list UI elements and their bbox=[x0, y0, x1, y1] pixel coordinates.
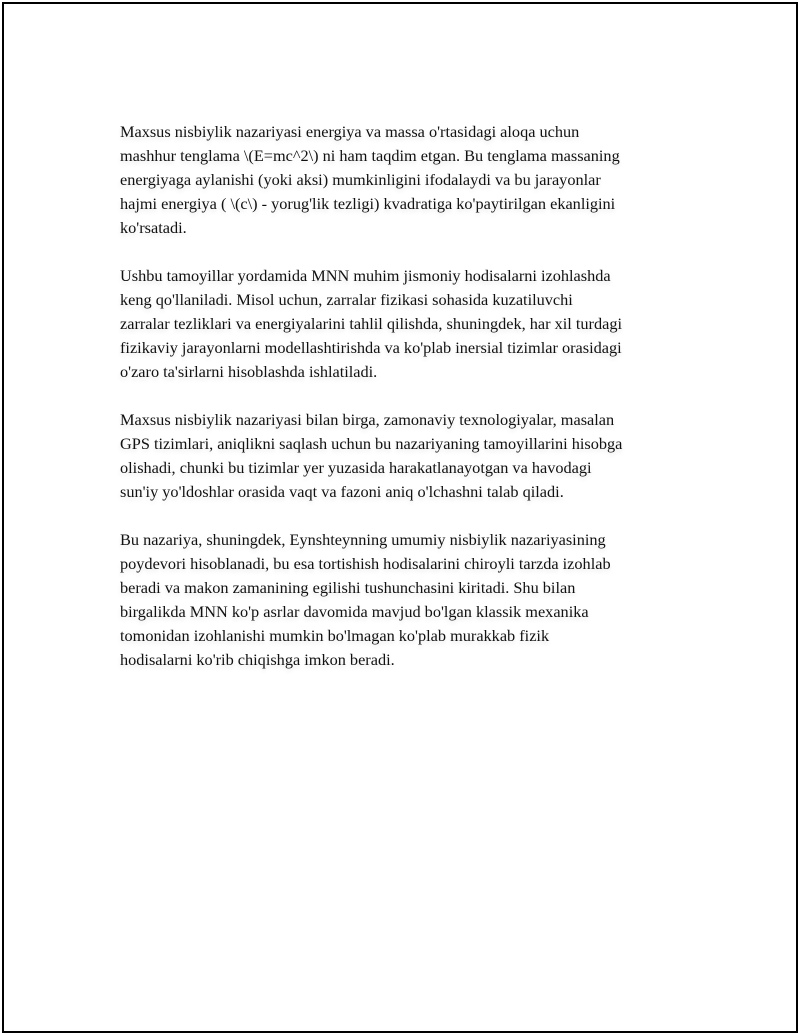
text-line: sun'iy yo'ldoshlar orasida vaqt va fazoni aniq o'lchashni talab qiladi. bbox=[120, 482, 564, 501]
text-line: keng qo'llaniladi. Misol uchun, zarralar fizikasi sohasida kuzatiluvchi bbox=[120, 290, 573, 309]
text-line: olishadi, chunki bu tizimlar yer yuzasida harakatlanayotgan va havodagi bbox=[120, 458, 592, 477]
text-line: beradi va makon zamanining egilishi tushunchasini kiritadi. Shu bilan bbox=[120, 578, 576, 597]
paragraph bbox=[120, 120, 720, 240]
text-line: o'zaro ta'sirlarni hisoblashda ishlatiladi. bbox=[120, 362, 378, 381]
paragraph bbox=[120, 528, 720, 672]
text-line: tomonidan izohlanishi mumkin bo'lmagan ko'plab murakkab fizik bbox=[120, 626, 550, 645]
paragraph bbox=[120, 408, 720, 504]
text-line: mashhur tenglama \(E=mc^2\) ni ham taqdim etgan. Bu tenglama massaning bbox=[120, 146, 620, 165]
text-line: hajmi energiya ( \(c\) - yorug'lik tezligi) kvadratiga ko'paytirilgan ekanligini bbox=[120, 194, 616, 213]
text-line: hodisalarni ko'rib chiqishga imkon beradi. bbox=[120, 650, 395, 669]
text-line: birgalikda MNN ko'p asrlar davomida mavjud bo'lgan klassik mexanika bbox=[120, 602, 589, 621]
document-page bbox=[2, 2, 798, 1033]
text-line: fizikaviy jarayonlarni modellashtirishda va ko'plab inersial tizimlar orasidagi bbox=[120, 338, 622, 357]
text-line: energiyaga aylanishi (yoki aksi) mumkinligini ifodalaydi va bu jarayonlar bbox=[120, 170, 601, 189]
text-line: GPS tizimlari, aniqlikni saqlash uchun bu nazariyaning tamoyillarini hisobga bbox=[120, 434, 623, 453]
text-line: Maxsus nisbiylik nazariyasi energiya va massa o'rtasidagi aloqa uchun bbox=[120, 122, 580, 141]
text-line: zarralar tezliklari va energiyalarini tahlil qilishda, shuningdek, har xil turdagi bbox=[120, 314, 622, 333]
paragraph bbox=[120, 264, 720, 384]
text-line: ko'rsatadi. bbox=[120, 218, 187, 237]
text-line: Maxsus nisbiylik nazariyasi bilan birga, zamonaviy texnologiyalar, masalan bbox=[120, 410, 615, 429]
text-line: Ushbu tamoyillar yordamida MNN muhim jismoniy hodisalarni izohlashda bbox=[120, 266, 611, 285]
document-body bbox=[120, 120, 720, 696]
text-line: poydevori hisoblanadi, bu esa tortishish hodisalarini chiroyli tarzda izohlab bbox=[120, 554, 611, 573]
text-line: Bu nazariya, shuningdek, Eynshteynning umumiy nisbiylik nazariyasining bbox=[120, 530, 606, 549]
